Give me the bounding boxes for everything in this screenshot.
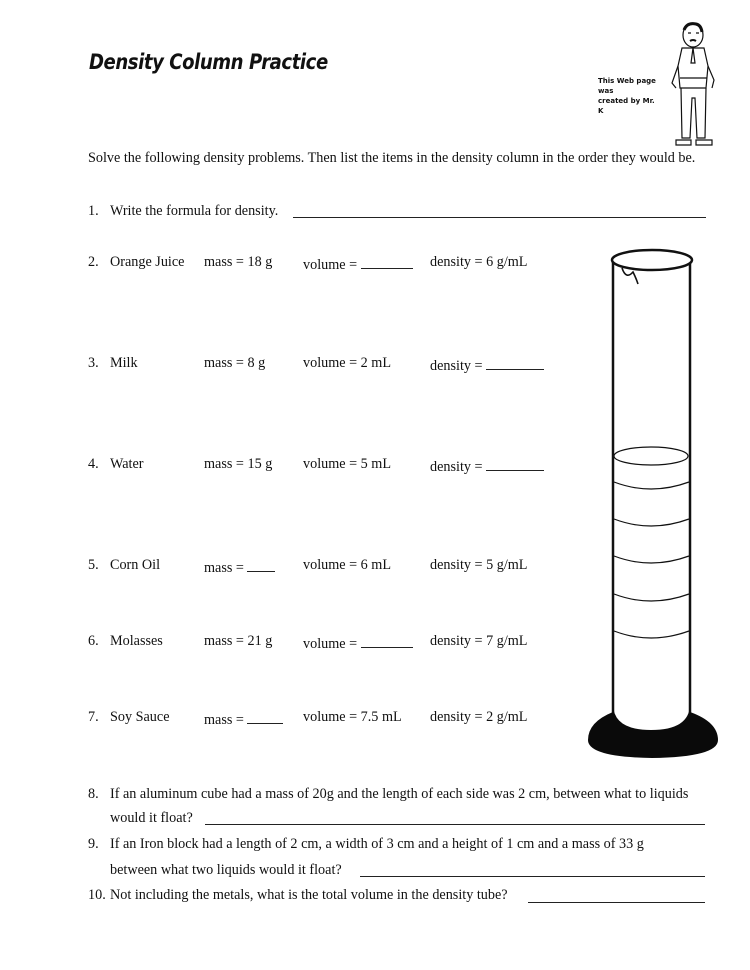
question-10-answer-blank[interactable] xyxy=(528,902,705,903)
problem-3-mass: mass = 8 g xyxy=(204,355,266,371)
graduated-cylinder-icon xyxy=(580,240,730,770)
page-title: Density Column Practice xyxy=(89,50,328,74)
problem-4-number: 4. xyxy=(88,456,99,472)
problem-5-mass-blank[interactable] xyxy=(247,557,275,572)
credit-text xyxy=(598,76,658,116)
problem-5-number: 5. xyxy=(88,557,99,573)
problem-4-density-blank[interactable] xyxy=(486,456,544,471)
question-10-number: 10. xyxy=(88,887,106,903)
problem-6-volume-blank[interactable] xyxy=(361,633,413,648)
problem-6-density: density = 7 g/mL xyxy=(430,633,528,649)
problem-4-mass: mass = 15 g xyxy=(204,456,273,472)
problem-7-density: density = 2 g/mL xyxy=(430,709,528,725)
question-9-number: 9. xyxy=(88,836,99,852)
problem-2-volume: volume = xyxy=(303,254,413,274)
problem-2-name: Orange Juice xyxy=(110,254,185,270)
problem-7-number: 7. xyxy=(88,709,99,725)
credit-line-2: created by Mr. K xyxy=(598,97,655,115)
problem-6-number: 6. xyxy=(88,633,99,649)
problem-5-mass: mass = xyxy=(204,557,275,577)
problem-2-number: 2. xyxy=(88,254,99,270)
question-8-number: 8. xyxy=(88,786,99,802)
problem-6-name: Molasses xyxy=(110,633,163,649)
problem-3-volume: volume = 2 mL xyxy=(303,355,391,371)
problem-7-mass: mass = xyxy=(204,709,283,729)
question-8-line-2: would it float? xyxy=(110,810,193,826)
mascot-illustration-icon xyxy=(660,18,730,148)
question-8-line-1: If an aluminum cube had a mass of 20g and the length of each side was 2 cm, between what to liquids xyxy=(110,786,689,802)
question-9-answer-blank[interactable] xyxy=(360,876,705,877)
problem-4-name: Water xyxy=(110,456,144,472)
problem-7-name: Soy Sauce xyxy=(110,709,170,725)
problem-6-mass: mass = 21 g xyxy=(204,633,273,649)
problem-6-volume: volume = xyxy=(303,633,413,653)
question-10-text: Not including the metals, what is the total volume in the density tube? xyxy=(110,887,508,903)
problem-3-number: 3. xyxy=(88,355,99,371)
question-9-line-1: If an Iron block had a length of 2 cm, a width of 3 cm and a height of 1 cm and a mass of 33 g xyxy=(110,836,644,852)
problem-2-mass: mass = 18 g xyxy=(204,254,273,270)
question-9-line-2: between what two liquids would it float? xyxy=(110,862,342,878)
problem-5-volume: volume = 6 mL xyxy=(303,557,391,573)
problem-5-name: Corn Oil xyxy=(110,557,161,573)
question-1-answer-blank[interactable] xyxy=(293,217,706,218)
problem-3-density: density = xyxy=(430,355,544,375)
question-8-answer-blank[interactable] xyxy=(205,824,705,825)
problem-7-mass-blank[interactable] xyxy=(247,709,283,724)
instructions-text: Solve the following density problems. Then list the items in the density column in the order they would be. xyxy=(88,150,696,166)
credit-line-1: This Web page was xyxy=(598,77,656,95)
problem-2-volume-blank[interactable] xyxy=(361,254,413,269)
problem-4-density: density = xyxy=(430,456,544,476)
problem-2-density: density = 6 g/mL xyxy=(430,254,528,270)
problem-4-volume: volume = 5 mL xyxy=(303,456,391,472)
problem-5-density: density = 5 g/mL xyxy=(430,557,528,573)
problem-3-name: Milk xyxy=(110,355,138,371)
question-1-number: 1. xyxy=(88,203,99,219)
question-1-text: Write the formula for density. xyxy=(110,203,279,219)
problem-7-volume: volume = 7.5 mL xyxy=(303,709,402,725)
problem-3-density-blank[interactable] xyxy=(486,355,544,370)
